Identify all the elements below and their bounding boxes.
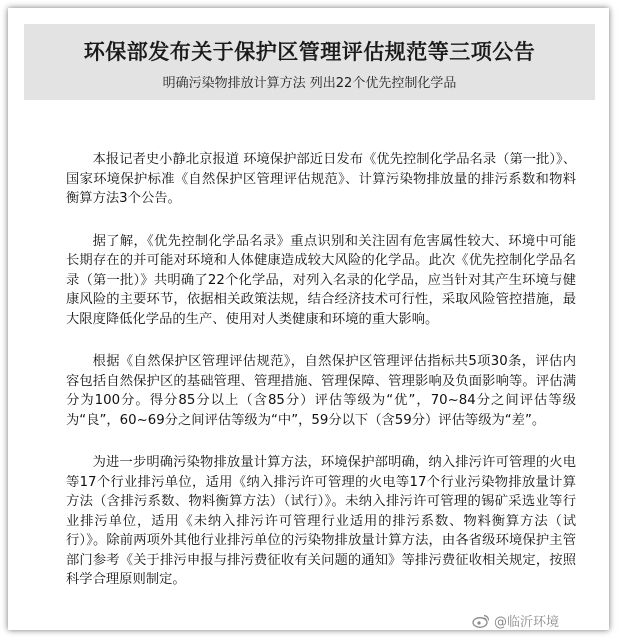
weibo-icon [472,614,490,628]
header-banner [24,24,595,100]
paragraph-2: 据了解，《优先控制化学品名录》重点识别和关注固有危害属性较大、环境中可能长期存在的并可能对环境和人体健康造成较大风险的化学品。此次《优先控制化学品名录（第一批）》共明确了22个化学品，对列入名录的化学品，应当针对其产生环境与健康风险的主要环节，依据相关政策法规，结合经济技术可行性，采取风险管控措施，最大限度降低化学品的生产、使用对人类健康和环境的重大影响。 [66,233,576,327]
article-body [66,150,576,613]
page-subtitle: 明确污染物排放计算方法 列出22个优先控制化学品 [162,76,457,91]
page-title: 环保部发布关于保护区管理评估规范等三项公告 [83,40,536,64]
paragraph-1: 本报记者史小静北京报道 环境保护部近日发布《优先控制化学品名录（第一批）》、国家环境保护标准《自然保护区管理评估规范》、计算污染物排放量的排污系数和物料衡算方法3个公告。 [66,152,576,206]
watermark-text: @临沂环境 [494,615,560,630]
paragraph-3: 根据《自然保护区管理评估规范》，自然保护区管理评估指标共5项30条，评估内容包括自然保护区的基础管理、管理措施、管理保障、管理影响及负面影响等。评估满分为100分。得分85分以上（含85分）评估等级为“优”，70~84分之间评估等级为“良”，60~69分之间评估等级为“中”，59分以下（含59分）评估等级为“差”。 [66,354,576,428]
weibo-watermark [472,611,559,630]
paragraph-4: 为进一步明确污染物排放量计算方法，环境保护部明确，纳入排污许可管理的火电等17个行业排污单位，适用《纳入排污许可管理的火电等17个行业污染物排放量计算方法（含排污系数、物料衡算方法）（试行）》。未纳入排污许可管理的锡矿采选业等行业排污单位，适用《未纳入排污许可管理行业适用的排污系数、物料衡算方法（试行）》。除前两项外其他行业排污单位的污染物排放量计算方法，由各省级环境保护主管部门参考《关于排污申报与排污费征收有关问题的通知》等排污费征收相关规定，按照科学合理原则制定。 [66,455,576,587]
